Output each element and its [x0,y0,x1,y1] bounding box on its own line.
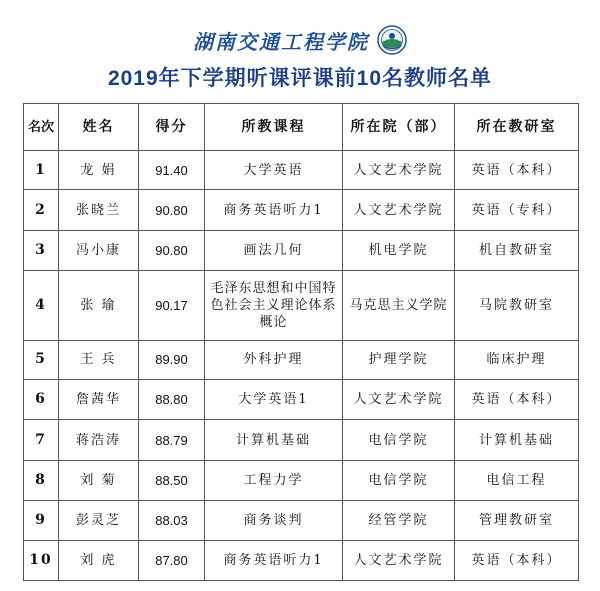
header-department: 所在院（部） [343,104,455,151]
course-cell: 计算机基础 [205,420,343,460]
office-cell: 英语（专科） [455,190,579,230]
score-cell: 88.03 [139,501,205,540]
school-emblem-icon [377,25,407,55]
office-cell: 管理教研室 [455,501,579,540]
name-cell: 刘 虎 [59,540,139,580]
score-cell: 90.80 [139,230,205,270]
office-cell: 英语（本科） [455,540,579,580]
course-cell: 商务英语听力1 [205,540,343,580]
header-rank: 名次 [24,104,59,151]
office-cell: 马院教研室 [455,271,579,341]
score-cell: 87.80 [139,540,205,580]
department-cell: 人文艺术学院 [343,540,455,580]
score-cell: 89.90 [139,340,205,379]
office-cell: 临床护理 [455,340,579,379]
table-row [24,230,579,270]
rank-cell: 5 [24,340,59,379]
school-name: 湖南交通工程学院 [193,29,369,54]
department-cell: 人文艺术学院 [343,151,455,190]
name-cell: 蒋浩涛 [59,420,139,460]
department-cell: 护理学院 [343,340,455,379]
name-cell: 张 瑜 [59,271,139,341]
header-course: 所教课程 [205,104,343,151]
course-cell: 大学英语 [205,151,343,190]
header-name: 姓名 [59,104,139,151]
name-cell: 王 兵 [59,340,139,379]
office-cell: 电信工程 [455,460,579,500]
table-row [24,380,579,420]
table-row [24,460,579,500]
score-cell: 88.80 [139,380,205,420]
score-cell: 88.50 [139,460,205,500]
page-title: 2019年下学期听课评课前10名教师名单 [107,67,493,90]
score-cell: 90.80 [139,190,205,230]
department-cell: 人文艺术学院 [343,190,455,230]
office-cell: 机自教研室 [455,230,579,270]
table-row [24,271,579,341]
rank-cell: 4 [24,271,59,341]
rank-cell: 10 [24,540,59,580]
table-row [24,151,579,190]
score-cell: 90.17 [139,271,205,341]
table-row [24,540,579,580]
course-cell: 商务谈判 [205,501,343,540]
office-cell: 英语（本科） [455,380,579,420]
teacher-ranking-table [23,103,579,581]
course-cell: 商务英语听力1 [205,190,343,230]
rank-cell: 1 [24,151,59,190]
department-cell: 经管学院 [343,501,455,540]
department-cell: 马克思主义学院 [343,271,455,341]
department-cell: 人文艺术学院 [343,380,455,420]
table-row [24,420,579,460]
department-cell: 电信学院 [343,420,455,460]
course-cell: 毛泽东思想和中国特色社会主义理论体系概论 [205,271,343,341]
office-cell: 计算机基础 [455,420,579,460]
rank-cell: 2 [24,190,59,230]
score-cell: 88.79 [139,420,205,460]
rank-cell: 9 [24,501,59,540]
table-header-row [24,104,579,151]
rank-cell: 7 [24,420,59,460]
rank-cell: 8 [24,460,59,500]
department-cell: 机电学院 [343,230,455,270]
name-cell: 詹茜华 [59,380,139,420]
rank-cell: 6 [24,380,59,420]
name-cell: 张晓兰 [59,190,139,230]
table-row [24,190,579,230]
course-cell: 外科护理 [205,340,343,379]
score-cell: 91.40 [139,151,205,190]
name-cell: 龙 娟 [59,151,139,190]
rank-cell: 3 [24,230,59,270]
name-cell: 彭灵芝 [59,501,139,540]
office-cell: 英语（本科） [455,151,579,190]
school-header [0,22,600,58]
table-row [24,340,579,379]
course-cell: 画法几何 [205,230,343,270]
table-row [24,501,579,540]
department-cell: 电信学院 [343,460,455,500]
header-score: 得分 [139,104,205,151]
course-cell: 工程力学 [205,460,343,500]
header-office: 所在教研室 [455,104,579,151]
name-cell: 刘 菊 [59,460,139,500]
course-cell: 大学英语1 [205,380,343,420]
name-cell: 冯小康 [59,230,139,270]
